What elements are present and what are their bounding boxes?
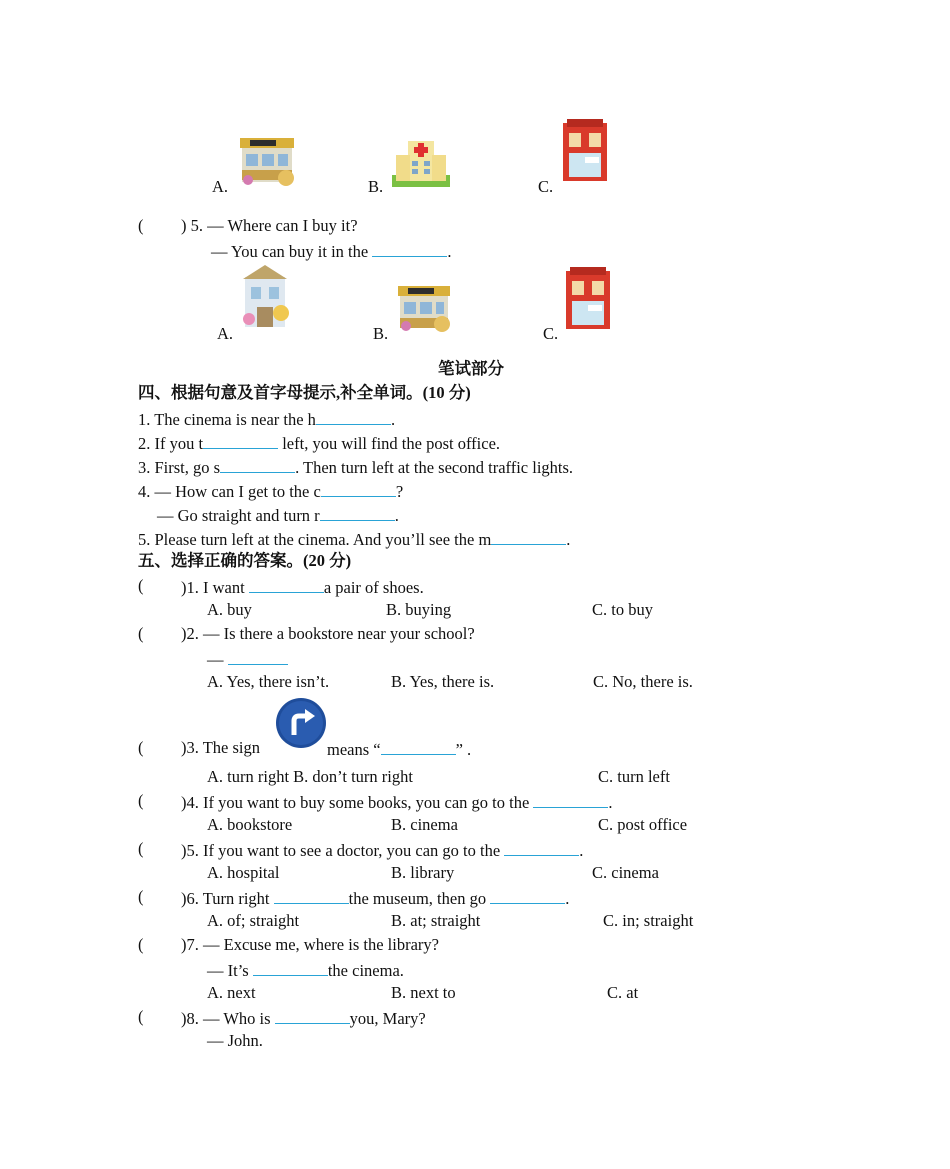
section4-heading: 四、根据句意及首字母提示,补全单词。(10 分) <box>138 383 471 402</box>
s5-q8: )8. — Who is you, Mary? <box>181 1009 426 1028</box>
s5-q4-option-c: C. post office <box>598 815 688 834</box>
q5-option-b-bookstore-picture <box>394 282 454 334</box>
s4-item-5: 5. Please turn left at the cinema. And you’ll see the m . <box>138 530 571 549</box>
s5-q7-answer-line: — It’s the cinema. <box>207 961 404 980</box>
s5-q1-option-b: B. buying <box>386 600 452 619</box>
option-b-hospital-picture <box>392 137 450 187</box>
s5-q6-blank-2[interactable] <box>490 887 565 904</box>
s5-q3-tail: means “ ” . <box>327 740 472 759</box>
s5-q4-option-b: B. cinema <box>391 815 458 834</box>
s5-q1-blank[interactable] <box>249 576 324 593</box>
s4-blank-5[interactable] <box>491 528 566 545</box>
s5-q5-option-c: C. cinema <box>592 863 659 882</box>
s4-blank-3[interactable] <box>220 456 295 473</box>
answer-paren[interactable]: ( <box>138 935 144 954</box>
q4-option-b: B. <box>368 177 384 196</box>
turn-right-sign-icon <box>275 697 327 749</box>
s5-q7: )7. — Excuse me, where is the library? <box>181 935 439 954</box>
s5-q2-blank[interactable] <box>228 648 288 665</box>
s5-q3-blank[interactable] <box>381 738 456 755</box>
s5-q7-option-c: C. at <box>607 983 639 1002</box>
s5-q2-option-a: A. Yes, there isn’t. <box>207 672 330 691</box>
q5-question: ) 5. — Where can I buy it? <box>181 216 358 235</box>
written-section-title: 笔试部分 <box>438 359 504 378</box>
s5-q7-option-a: A. next <box>207 983 256 1002</box>
s5-q3: )3. The sign <box>181 738 260 757</box>
s5-q7-blank[interactable] <box>253 959 328 976</box>
s5-q5-option-a: A. hospital <box>207 863 280 882</box>
s4-blank-1[interactable] <box>316 408 391 425</box>
s5-q6-option-a: A. of; straight <box>207 911 300 930</box>
answer-paren[interactable]: ( <box>138 791 144 810</box>
s4-blank-4b[interactable] <box>320 504 395 521</box>
s5-q1-option-c: C. to buy <box>592 600 653 619</box>
s4-item-3: 3. First, go s . Then turn left at the second traffic lights. <box>138 458 574 477</box>
option-c-post-office-picture <box>561 119 609 181</box>
s5-q6-blank-1[interactable] <box>274 887 349 904</box>
q5-option-a-library-picture <box>239 263 291 331</box>
q5-option-c: C. <box>543 324 559 343</box>
s5-q8-answer: — John. <box>207 1031 263 1050</box>
s5-q2-option-b: B. Yes, there is. <box>391 672 495 691</box>
s5-q5-blank[interactable] <box>504 839 579 856</box>
q5-option-c-post-office-picture <box>564 267 612 329</box>
s5-q1-option-a: A. buy <box>207 600 252 619</box>
s5-q5-option-b: B. library <box>391 863 455 882</box>
s5-q2-answer-line: — <box>207 648 288 670</box>
section5-heading: 五、选择正确的答案。(20 分) <box>138 551 352 570</box>
s5-q4-blank[interactable] <box>533 791 608 808</box>
answer-paren[interactable]: ( <box>138 1007 144 1026</box>
s5-q2-option-c: C. No, there is. <box>593 672 693 691</box>
q4-option-c: C. <box>538 177 554 196</box>
answer-paren[interactable]: ( <box>138 624 144 643</box>
s4-blank-2[interactable] <box>203 432 278 449</box>
q5-blank[interactable] <box>372 240 447 257</box>
s5-q3-option-ab: A. turn right B. don’t turn right <box>207 767 413 786</box>
answer-paren[interactable]: ( <box>138 887 144 906</box>
q5-option-a: A. <box>217 324 234 343</box>
s5-q8-blank[interactable] <box>275 1007 350 1024</box>
s4-blank-4[interactable] <box>321 480 396 497</box>
s5-q4-option-a: A. bookstore <box>207 815 293 834</box>
answer-paren[interactable]: ( <box>138 839 144 858</box>
s5-q6-option-c: C. in; straight <box>603 911 694 930</box>
s5-q6-option-b: B. at; straight <box>391 911 481 930</box>
s5-q2: )2. — Is there a bookstore near your school? <box>181 624 475 643</box>
s5-q5: )5. If you want to see a doctor, you can go to the . <box>181 841 584 860</box>
s5-q1: )1. I want a pair of shoes. <box>181 578 424 597</box>
s5-q3-option-c: C. turn left <box>598 767 670 786</box>
s4-item-2: 2. If you t left, you will find the post office. <box>138 434 501 453</box>
answer-paren[interactable]: ( <box>138 216 144 235</box>
q4-option-a: A. <box>212 177 229 196</box>
q5-option-b: B. <box>373 324 389 343</box>
s4-item-1: 1. The cinema is near the h . <box>138 410 396 429</box>
s5-q7-option-b: B. next to <box>391 983 456 1002</box>
q5-answer-line: — You can buy it in the . <box>211 242 452 261</box>
s4-item-4b: — Go straight and turn r . <box>157 506 399 525</box>
s4-item-4: 4. — How can I get to the c ? <box>138 482 404 501</box>
option-a-bookstore-picture <box>236 134 298 188</box>
answer-paren[interactable]: ( <box>138 738 144 757</box>
answer-paren[interactable]: ( <box>138 576 144 595</box>
s5-q4: )4. If you want to buy some books, you can go to the . <box>181 793 613 812</box>
s5-q6: )6. Turn right the museum, then go . <box>181 889 570 908</box>
